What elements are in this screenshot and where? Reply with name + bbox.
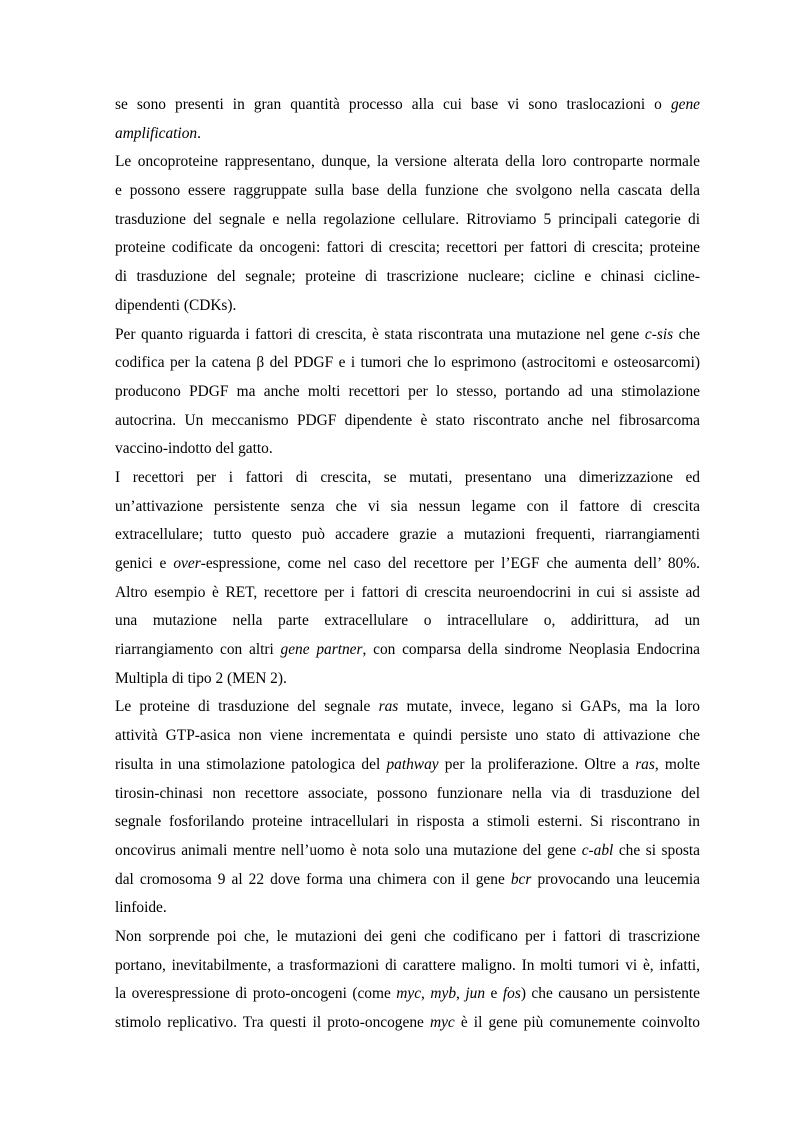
italic-term: over	[173, 555, 201, 572]
text-run: mutate, invece, legano si GAPs, ma la loro	[398, 698, 700, 716]
text-run: Le proteine di trasduzione del segnale	[115, 698, 379, 716]
text-run: dal cromosoma 9 al 22 dove forma una chimera con il gene	[115, 870, 511, 888]
text-run: attività GTP-asica non viene incrementata e quindi persiste uno stato di attivazione che	[115, 727, 700, 745]
text-line	[115, 378, 700, 407]
text-run: segnale fosforilando proteine intracellulari in risposta a stimoli esterni. Si riscontrano in	[115, 813, 700, 831]
text-run: oncovirus animali mentre nell’uomo è nota solo una mutazione del gene	[115, 841, 582, 859]
text-line	[115, 234, 700, 263]
document-page	[115, 91, 700, 1038]
paragraph	[115, 693, 700, 923]
text-run: Altro esempio è RET, recettore per i fattori di crescita neuroendocrini in cui si assiste ad	[115, 583, 700, 601]
text-line	[115, 550, 700, 579]
text-run: proteine codificate da oncogeni: fattori di crescita; recettori per fattori di crescita; proteine	[115, 239, 700, 257]
italic-term: pathway	[386, 755, 439, 773]
text-run: Le oncoproteine rappresentano, dunque, la versione alterata della loro controparte normale	[115, 153, 700, 171]
text-run: è il gene più comunemente coinvolto	[454, 1014, 700, 1031]
text-line	[115, 292, 700, 321]
text-line	[115, 349, 700, 378]
text-run: provocando una leucemia	[531, 870, 700, 888]
text-line	[115, 521, 700, 550]
italic-term: ras	[635, 755, 655, 773]
italic-term: c-sis	[644, 325, 674, 343]
italic-term: amplification	[115, 124, 198, 142]
text-run: portano, inevitabilmente, a trasformazioni di carattere maligno. In molti tumori vi è, infatti,	[115, 956, 700, 974]
text-line	[115, 177, 700, 206]
text-line	[115, 1009, 700, 1038]
text-run: codifica per la catena β del PDGF e i tumori che lo esprimono (astrocitomi e osteosarcomi)	[115, 354, 700, 372]
text-run: Non sorprende poi che, le mutazioni dei geni che codificano per i fattori di trascrizione	[115, 927, 700, 945]
italic-term: myc	[429, 1014, 455, 1031]
italic-term: gene	[670, 96, 700, 113]
text-run: producono PDGF ma anche molti recettori per lo stesso, portando ad una stimolazione	[115, 382, 700, 400]
text-run: Per quanto riguarda i fattori di crescita, è stata riscontrata una mutazione nel gene	[115, 325, 645, 343]
italic-term: myc	[396, 985, 422, 1003]
text-line	[115, 980, 700, 1009]
text-line	[115, 148, 700, 177]
text-line	[115, 321, 700, 350]
text-line	[115, 866, 700, 895]
text-line	[115, 952, 700, 981]
text-run: dipendenti (CDKs).	[115, 296, 237, 314]
text-line	[115, 579, 700, 608]
text-line	[115, 607, 700, 636]
text-run: risulta in una stimolazione patologica del	[115, 755, 387, 773]
text-run: Multipla di tipo 2 (MEN 2).	[115, 669, 287, 687]
paragraph	[115, 923, 700, 1038]
text-line	[115, 407, 700, 436]
text-line	[115, 636, 700, 665]
text-line	[115, 464, 700, 493]
italic-term: c-abl	[581, 841, 614, 859]
italic-term: fos	[502, 985, 521, 1003]
text-run: di trasduzione del segnale; proteine di trascrizione nucleare; cicline e chinasi cicline-	[115, 268, 700, 286]
text-run: extracellulare; tutto questo può accadere grazie a mutazioni frequenti, riarrangiamenti	[115, 526, 700, 544]
text-line	[115, 206, 700, 235]
italic-term: gene partner	[280, 641, 363, 659]
text-line	[115, 751, 700, 780]
text-line	[115, 923, 700, 952]
text-line	[115, 493, 700, 522]
text-line	[115, 837, 700, 866]
text-run: , molte	[654, 755, 700, 773]
text-line	[115, 665, 700, 694]
paragraph	[115, 464, 700, 694]
text-line	[115, 894, 700, 923]
text-run: autocrina. Un meccanismo PDGF dipendente è stato riscontrato anche nel fibrosarcoma	[115, 411, 700, 429]
text-run: -espressione, come nel caso del recettore per l’EGF che aumenta dell’ 80%.	[200, 555, 700, 572]
text-run: , con comparsa della sindrome Neoplasia Endocrina	[362, 641, 700, 659]
paragraph	[115, 321, 700, 464]
text-line	[115, 780, 700, 809]
text-run: e possono essere raggruppate sulla base della funzione che svolgono nella cascata della	[115, 182, 700, 200]
text-run: riarrangiamento con altri	[115, 641, 281, 659]
text-run: ,	[421, 985, 431, 1003]
text-run: una mutazione nella parte extracellulare o intracellulare o, addirittura, ad un	[115, 612, 700, 630]
text-run: trasduzione del segnale e nella regolazione cellulare. Ritroviamo 5 principali categorie di	[115, 210, 700, 228]
text-line	[115, 263, 700, 292]
paragraph	[115, 148, 700, 320]
text-run: ) che causano un persistente	[520, 985, 700, 1003]
italic-term: myb	[430, 985, 457, 1003]
text-run: genici e	[115, 555, 174, 572]
text-run: che	[673, 325, 700, 343]
text-run: vaccino-indotto del gatto.	[115, 440, 273, 458]
text-line	[115, 120, 700, 149]
text-run: .	[197, 124, 201, 142]
italic-term: ras	[378, 698, 399, 716]
text-run: linfoide.	[115, 899, 167, 917]
text-run: ,	[456, 985, 466, 1003]
text-run: la overespressione di proto-oncogeni (come	[115, 985, 397, 1003]
text-run: un’attivazione persistente senza che vi sia nessun legame con il fattore di crescita	[115, 497, 700, 515]
text-run: per la proliferazione. Oltre a	[438, 755, 636, 773]
italic-term: bcr	[510, 870, 532, 888]
paragraph	[115, 91, 700, 148]
text-run: I recettori per i fattori di crescita, se mutati, presentano una dimerizzazione ed	[115, 468, 700, 486]
text-line	[115, 693, 700, 722]
text-run: che si sposta	[613, 841, 700, 859]
text-line	[115, 808, 700, 837]
text-line	[115, 722, 700, 751]
text-run: se sono presenti in gran quantità processo alla cui base vi sono traslocazioni o	[115, 96, 671, 113]
text-run: e	[485, 985, 503, 1003]
text-line	[115, 435, 700, 464]
text-run: stimolo replicativo. Tra questi il proto-oncogene	[115, 1014, 430, 1031]
italic-term: jun	[465, 985, 486, 1003]
text-run: tirosin-chinasi non recettore associate, possono funzionare nella via di trasduzione del	[115, 784, 700, 802]
text-line	[115, 91, 700, 120]
